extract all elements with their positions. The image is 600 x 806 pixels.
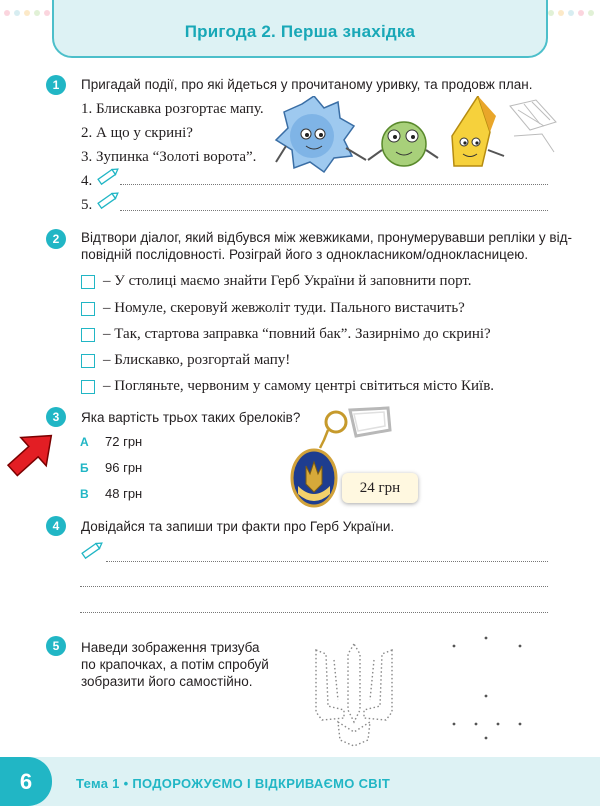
dialog-reply: – Погляньте, червоним у самому центрі світиться місто Київ. xyxy=(103,378,495,394)
order-checkbox[interactable] xyxy=(81,275,95,289)
plan-item-1: 1. Блискавка розгортає мапу. xyxy=(81,101,264,117)
dialog-reply: – У столиці маємо знайти Герб України й заповнити порт. xyxy=(103,273,472,289)
answer-line-5[interactable] xyxy=(120,210,548,211)
pencil-icon xyxy=(96,166,120,186)
pencil-icon xyxy=(96,190,120,210)
task-number-4: 4 xyxy=(46,516,66,536)
fact-line-1[interactable] xyxy=(106,561,548,562)
order-checkbox[interactable] xyxy=(81,328,95,342)
option-letter-b[interactable]: Б xyxy=(80,461,89,475)
fact-line-2[interactable] xyxy=(80,586,548,587)
dialog-reply: – Номуле, скеровуй жевжоліт туди. Пального вистачить? xyxy=(103,300,465,316)
plan-item-2: 2. А що у скрині? xyxy=(81,125,193,141)
option-letter-c[interactable]: В xyxy=(80,487,89,501)
option-value-c[interactable]: 48 грн xyxy=(105,486,143,501)
dialog-reply: – Блискавко, розгортай мапу! xyxy=(103,352,291,368)
plan-item-4: 4. xyxy=(81,173,93,189)
page-number: 6 xyxy=(0,757,52,806)
task3-question: Яка вартість трьох таких брелоків? xyxy=(81,410,301,425)
plan-item-3: 3. Зупинка “Золоті ворота”. xyxy=(81,149,257,165)
option-value-a[interactable]: 72 грн xyxy=(105,434,143,449)
task4-instruction: Довідайся та запиши три факти про Герб України. xyxy=(81,519,395,534)
task-number-2: 2 xyxy=(46,229,66,249)
characters-illustration xyxy=(274,96,560,180)
dot-guide-grid[interactable] xyxy=(440,630,540,750)
page-title: Пригода 2. Перша знахідка xyxy=(184,22,416,41)
order-checkbox[interactable] xyxy=(81,354,95,368)
title-banner xyxy=(52,0,548,58)
price-tag: 24 грн xyxy=(342,473,418,503)
order-checkbox[interactable] xyxy=(81,302,95,316)
task2-instruction-line1: Відтвори діалог, який відбувся між жевжиками, пронумерувавши репліки у від- xyxy=(81,230,572,245)
task2-instruction-line2: повідній послідовності. Розіграй його з однокласником/однокласницею. xyxy=(81,247,529,262)
task-number-1: 1 xyxy=(46,75,66,95)
plan-item-5: 5. xyxy=(81,197,93,213)
fact-line-3[interactable] xyxy=(80,612,548,613)
pointer-arrow-icon xyxy=(0,418,64,488)
pencil-icon xyxy=(80,540,104,560)
task-number-3: 3 xyxy=(46,407,66,427)
task1-instruction: Пригадай події, про які йдеться у прочитаному уривку, та продовж план. xyxy=(81,77,533,92)
dotted-trident[interactable] xyxy=(308,640,400,750)
option-letter-a[interactable]: А xyxy=(80,435,89,449)
task-number-5: 5 xyxy=(46,636,66,656)
order-checkbox[interactable] xyxy=(81,380,95,394)
decorative-dots-right xyxy=(548,0,600,22)
footer-topic: Тема 1 • ПОДОРОЖУЄМО І ВІДКРИВАЄМО СВІТ xyxy=(76,776,391,791)
task5-instruction-line1: Наведи зображення тризуба xyxy=(81,640,260,655)
task5-instruction-line3: зобразити його самостійно. xyxy=(81,674,253,689)
task5-instruction-line2: по крапочках, а потім спробуй xyxy=(81,657,269,672)
dialog-reply: – Так, стартова заправка “повний бак”. Зазирнімо до скрині? xyxy=(103,326,491,342)
option-value-b[interactable]: 96 грн xyxy=(105,460,143,475)
answer-line-4[interactable] xyxy=(120,184,548,185)
